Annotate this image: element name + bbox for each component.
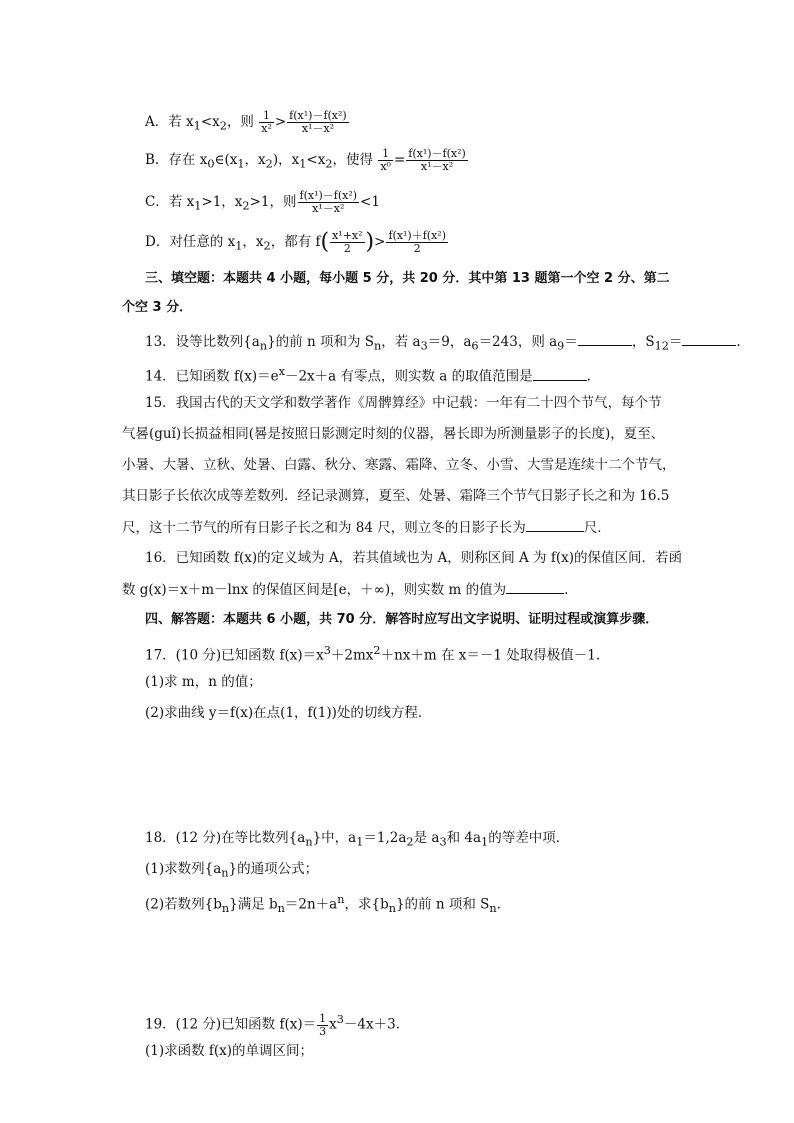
sub: 1 bbox=[356, 835, 364, 849]
text: ，若 a bbox=[381, 334, 421, 350]
numerator: 1 bbox=[259, 110, 274, 123]
sub: n bbox=[221, 902, 230, 916]
answer-blank[interactable] bbox=[526, 517, 584, 532]
text: 尺． bbox=[583, 520, 611, 536]
sup: 3 bbox=[336, 1013, 344, 1026]
text: >1，则 bbox=[249, 194, 297, 210]
question-17-part-2: (2)求曲线 y＝f(x)在点(1，f(1))处的切线方程． bbox=[145, 705, 432, 721]
fraction bbox=[378, 148, 393, 173]
text: ＝1,2a bbox=[363, 830, 407, 846]
text: ，使得 bbox=[332, 152, 374, 168]
fraction bbox=[386, 230, 448, 255]
sup: x bbox=[278, 365, 285, 378]
question-18-part-1 bbox=[145, 859, 318, 884]
fraction bbox=[406, 148, 468, 173]
relation: > bbox=[274, 114, 287, 130]
text: ＝ bbox=[564, 334, 578, 350]
text: x bbox=[329, 1016, 337, 1033]
text: }满足 b bbox=[229, 896, 278, 913]
sub: n bbox=[305, 835, 313, 849]
sub: 2 bbox=[325, 157, 333, 171]
fraction bbox=[317, 1013, 328, 1038]
option-d-label: D．对任意的 x bbox=[145, 234, 236, 250]
text: <x bbox=[306, 152, 326, 168]
numerator: 1 bbox=[319, 1011, 327, 1025]
text: <x bbox=[200, 114, 220, 130]
sub: 0 bbox=[207, 157, 215, 171]
section-3-heading-cont: 个空 3 分． bbox=[122, 300, 193, 315]
text: 的等差中项． bbox=[488, 830, 570, 846]
sub: n bbox=[277, 902, 285, 916]
section-4-heading: 四、解答题：本题共 6 小题，共 70 分．解答时应写出文字说明、证明过程或演算步骤． bbox=[145, 612, 659, 627]
question-15-line-4: 其日影子长依次成等差数列．经记录测算，夏至、处暑、霜降三个节气日影子长之和为 16.5 bbox=[122, 488, 670, 504]
text: )，x bbox=[272, 152, 300, 168]
answer-blank[interactable] bbox=[578, 331, 632, 346]
text: ＝243，则 a bbox=[478, 334, 558, 350]
denominator: x⁰ bbox=[380, 160, 391, 173]
option-b bbox=[145, 148, 469, 175]
question-18-part-2 bbox=[145, 890, 501, 919]
question-16-line-2 bbox=[122, 579, 568, 600]
question-17-part-1: (1)求 m，n 的值； bbox=[145, 674, 262, 690]
sub: 9 bbox=[557, 339, 565, 353]
text: ＝ bbox=[668, 334, 683, 350]
text: －2x＋a 有零点，则实数 a 的取值范围是 bbox=[284, 368, 533, 385]
sub: 12 bbox=[654, 339, 669, 353]
relation: > bbox=[374, 234, 386, 250]
sup: 3 bbox=[323, 644, 331, 657]
sub: n bbox=[259, 339, 268, 353]
text: 是 a bbox=[413, 830, 440, 846]
text: 13．设等比数列{a bbox=[145, 334, 260, 350]
text: (2)若数列{b bbox=[145, 896, 222, 913]
fraction bbox=[298, 190, 360, 215]
relation: <1 bbox=[360, 194, 380, 210]
denominator: 3 bbox=[319, 1024, 327, 1038]
text: . bbox=[586, 368, 591, 385]
option-c-label: C．若 x bbox=[145, 194, 195, 210]
question-15-line-2: 气晷(guǐ)长损益相同(晷是按照日影测定时刻的仪器，晷长即为所测量影子的长度)，夏至、 bbox=[122, 426, 665, 442]
sub: 1 bbox=[299, 157, 307, 171]
sub: 1 bbox=[481, 835, 489, 849]
sub: 2 bbox=[219, 119, 227, 133]
question-17 bbox=[145, 641, 600, 666]
text: . bbox=[496, 896, 501, 913]
option-a-label: A．若 x bbox=[145, 114, 194, 130]
text: 18．(12 分)在等比数列{a bbox=[145, 830, 306, 846]
text: }中，a bbox=[312, 830, 357, 846]
numerator: 1 bbox=[378, 148, 393, 161]
text: 14．已知函数 f(x)＝e bbox=[145, 368, 279, 385]
denominator: x¹－x² bbox=[312, 202, 345, 215]
text: 数 g(x)＝x＋m－lnx 的保值区间是[e，＋∞)，则实数 m 的值为 bbox=[122, 582, 507, 598]
question-18 bbox=[145, 828, 569, 853]
paren: ) bbox=[365, 229, 375, 255]
answer-blank[interactable] bbox=[682, 331, 736, 346]
sub: 2 bbox=[242, 199, 250, 213]
denominator: x² bbox=[261, 122, 272, 135]
sub: n bbox=[373, 339, 382, 353]
sub: n bbox=[221, 866, 229, 880]
text: 尺，这十二节气的所有日影子长之和为 84 尺，则立冬的日影子长为 bbox=[122, 520, 526, 536]
text: ，x bbox=[244, 152, 266, 168]
option-b-label: B．存在 x bbox=[145, 152, 208, 168]
denominator: x¹－x² bbox=[301, 122, 335, 135]
sub: 6 bbox=[471, 339, 479, 353]
denominator: 2 bbox=[413, 242, 421, 255]
sup: n bbox=[337, 893, 345, 906]
text: 和 4a bbox=[446, 830, 482, 846]
sub: 3 bbox=[420, 339, 428, 353]
numerator: f(x¹)－f(x²) bbox=[299, 189, 358, 202]
text: }的前 n 项和为 S bbox=[267, 334, 374, 350]
question-19 bbox=[145, 1010, 400, 1038]
section-3-heading: 三、填空题：本题共 4 小题，每小题 5 分，共 20 分．其中第 13 题第一个空 2 分、第二 bbox=[145, 271, 670, 286]
sub: 2 bbox=[406, 835, 414, 849]
text: ，求{b bbox=[344, 896, 389, 913]
text: }的通项公式； bbox=[228, 861, 319, 877]
sub: 1 bbox=[235, 239, 243, 253]
sub: 1 bbox=[237, 157, 245, 171]
sub: 2 bbox=[263, 239, 271, 253]
text: ＋2mx bbox=[330, 647, 374, 664]
numerator: f(x¹)－f(x²) bbox=[408, 147, 466, 160]
fraction bbox=[330, 230, 364, 255]
sup: 2 bbox=[373, 644, 381, 657]
answer-blank[interactable] bbox=[506, 579, 564, 594]
text: ＋nx＋m 在 x＝－1 处取得极值－1. bbox=[380, 647, 601, 664]
text: ，x bbox=[242, 234, 264, 250]
sub: 2 bbox=[265, 157, 273, 171]
text: ＝9，a bbox=[427, 334, 472, 350]
text: . bbox=[564, 582, 569, 598]
text: 17．(10 分)已知函数 f(x)＝x bbox=[145, 647, 324, 664]
option-a bbox=[145, 110, 350, 137]
text: 19．(12 分)已知函数 f(x)＝ bbox=[145, 1016, 317, 1033]
sub: 3 bbox=[439, 835, 447, 849]
text: ＝2n＋a bbox=[284, 896, 338, 913]
sub: 1 bbox=[194, 199, 202, 213]
question-15-line-3: 小暑、大暑、立秋、处暑、白露、秋分、寒露、霜降、立冬、小雪、大雪是连续十二个节气， bbox=[122, 457, 676, 473]
sub: n bbox=[489, 902, 497, 916]
text: ∈(x bbox=[214, 152, 238, 168]
text: . bbox=[736, 334, 741, 350]
text: ，S bbox=[631, 334, 655, 350]
question-16-line-1: 16．已知函数 f(x)的定义域为 A，若其值域也为 A，则称区间 A 为 f(x)的保值区间．若函 bbox=[145, 550, 682, 566]
fraction bbox=[259, 110, 274, 135]
text: ，都有 f bbox=[270, 234, 321, 250]
text: －4x＋3. bbox=[343, 1016, 401, 1033]
question-19-part-1: (1)求函数 f(x)的单调区间； bbox=[145, 1043, 314, 1059]
question-13 bbox=[145, 331, 741, 357]
denominator: 2 bbox=[343, 242, 351, 255]
denominator: x¹－x² bbox=[420, 160, 454, 173]
fraction bbox=[287, 110, 349, 135]
relation: = bbox=[393, 152, 406, 168]
numerator: x¹+x² bbox=[332, 229, 363, 242]
paren: ( bbox=[320, 229, 330, 255]
sub: n bbox=[388, 902, 396, 916]
option-d bbox=[145, 230, 449, 257]
question-14 bbox=[145, 362, 591, 387]
question-15-line-5 bbox=[122, 517, 611, 538]
text: ，则 bbox=[226, 114, 254, 130]
text: (1)求数列{a bbox=[145, 861, 222, 877]
text: >1，x bbox=[201, 194, 243, 210]
numerator: f(x¹)＋f(x²) bbox=[388, 229, 446, 242]
answer-blank[interactable] bbox=[533, 366, 587, 381]
question-15-line-1: 15．我国古代的天文学和数学著作《周髀算经》中记载：一年有二十四个节气，每个节 bbox=[145, 395, 662, 411]
option-c bbox=[145, 190, 380, 217]
numerator: f(x¹)－f(x²) bbox=[289, 109, 347, 122]
sub: 1 bbox=[193, 119, 201, 133]
text: }的前 n 项和 S bbox=[395, 896, 490, 913]
